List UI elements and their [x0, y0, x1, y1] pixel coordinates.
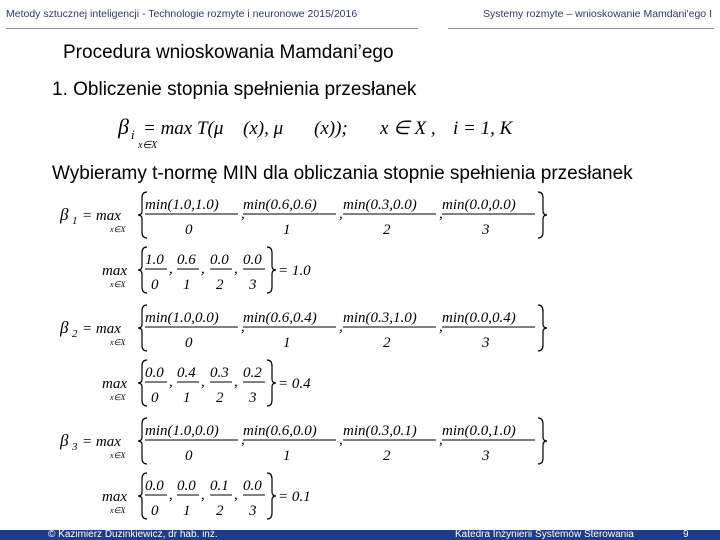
right-brace	[267, 360, 276, 406]
min-term: min(0.6,0.4)	[243, 310, 317, 326]
denominator: 3	[249, 277, 257, 293]
min-term: min(1.0,1.0)	[145, 197, 219, 213]
beta-max: = max	[82, 321, 121, 337]
denominator: 2	[216, 277, 224, 293]
comma: ,	[439, 432, 443, 448]
right-brace	[538, 418, 547, 464]
denominator: 3	[482, 335, 490, 351]
comma: ,	[201, 487, 205, 503]
max-subscript: x∈X	[110, 451, 126, 460]
denominator: 0	[185, 335, 193, 351]
max-subscript: x∈X	[110, 506, 126, 515]
formula-body: = max T(μ	[143, 118, 224, 139]
denominator: 3	[249, 390, 257, 406]
max-subscript: x∈X	[110, 225, 126, 234]
general-formula	[118, 112, 538, 152]
comma: ,	[169, 261, 173, 277]
min-term: min(0.6,0.6)	[243, 197, 317, 213]
denominator: 2	[216, 503, 224, 519]
denominator: 0	[151, 390, 159, 406]
comma: ,	[234, 487, 238, 503]
comma: ,	[241, 432, 245, 448]
comma: ,	[234, 374, 238, 390]
comma: ,	[201, 261, 205, 277]
denominator: 1	[283, 448, 291, 464]
beta-symbol: β	[60, 205, 69, 224]
min-term: min(1.0,0.0)	[145, 423, 219, 439]
page-number: 9	[683, 529, 689, 540]
value-term: 0.0	[177, 478, 196, 494]
value-term: 0.0	[210, 252, 229, 268]
min-term: min(0.0,0.4)	[442, 310, 516, 326]
formula-cond: x ∈ X ,	[380, 118, 436, 139]
footer-author: © Kazimierz Duzinkiewicz, dr hab. inż.	[48, 529, 218, 540]
beta-computations	[60, 190, 580, 520]
value-term: 1.0	[145, 252, 164, 268]
denominator: 0	[151, 503, 159, 519]
max-subscript: x∈X	[110, 280, 126, 289]
denominator: 3	[482, 222, 490, 238]
comma: ,	[241, 319, 245, 335]
header-left-text: Metody sztucznej inteligencji - Technologie rozmyte i neuronowe 2015/2016	[6, 8, 358, 20]
beta-subscript: 3	[72, 441, 78, 453]
value-term: 0.3	[210, 365, 229, 381]
comma: ,	[241, 206, 245, 222]
denominator: 0	[185, 448, 193, 464]
header-divider-left	[6, 28, 418, 29]
min-term: min(0.0,1.0)	[442, 423, 516, 439]
denominator: 3	[482, 448, 490, 464]
value-term: 0.2	[243, 365, 262, 381]
beta-max: = max	[82, 208, 121, 224]
slide-title: Procedura wnioskowania Mamdani’ego	[63, 42, 394, 63]
comma: ,	[234, 261, 238, 277]
beta-result: = 0.4	[278, 376, 311, 392]
max-subscript: x∈X	[110, 393, 126, 402]
denominator: 1	[183, 277, 191, 293]
comma: ,	[439, 206, 443, 222]
slide-header	[0, 0, 720, 32]
header-divider-right	[448, 28, 714, 29]
beta-result: = 1.0	[278, 263, 311, 279]
denominator: 1	[183, 390, 191, 406]
denominator: 1	[283, 335, 291, 351]
min-term: min(0.6,0.0)	[243, 423, 317, 439]
value-term: 0.0	[243, 252, 262, 268]
formula-range: i = 1, K	[453, 118, 513, 139]
denominator: 2	[383, 448, 391, 464]
comma: ,	[169, 487, 173, 503]
t-norm-note: Wybieramy t-normę MIN dla obliczania stopnie spełnienia przesłanek	[52, 163, 633, 184]
value-term: 0.1	[210, 478, 229, 494]
value-term: 0.0	[243, 478, 262, 494]
step-heading: 1. Obliczenie stopnia spełnienia przesłanek	[52, 79, 417, 100]
denominator: 2	[216, 390, 224, 406]
comma: ,	[201, 374, 205, 390]
beta-subscript: 2	[72, 328, 78, 340]
min-term: min(0.0,0.0)	[442, 197, 516, 213]
max-label: max	[102, 376, 127, 392]
comma: ,	[169, 374, 173, 390]
beta-subscript: 1	[72, 215, 78, 227]
formula-beta: β	[118, 114, 129, 139]
min-term: min(0.3,1.0)	[343, 310, 417, 326]
formula-mid: (x), μ	[243, 118, 284, 139]
denominator: 0	[151, 277, 159, 293]
right-brace	[538, 305, 547, 351]
denominator: 1	[283, 222, 291, 238]
beta-result: = 0.1	[278, 489, 311, 505]
value-term: 0.6	[177, 252, 196, 268]
comma: ,	[339, 206, 343, 222]
max-subscript: x∈X	[110, 338, 126, 347]
right-brace	[538, 192, 547, 238]
denominator: 1	[183, 503, 191, 519]
beta-symbol: β	[60, 431, 69, 450]
comma: ,	[339, 432, 343, 448]
formula-end: (x));	[314, 118, 348, 139]
value-term: 0.0	[145, 478, 164, 494]
denominator: 2	[383, 335, 391, 351]
header-right-text: Systemy rozmyte – wnioskowanie Mamdani'ego I	[482, 8, 712, 20]
formula-beta-sub: i	[131, 127, 135, 142]
min-term: min(1.0,0.0)	[145, 310, 219, 326]
denominator: 2	[383, 222, 391, 238]
value-term: 0.0	[145, 365, 164, 381]
comma: ,	[439, 319, 443, 335]
beta-max: = max	[82, 434, 121, 450]
formula-max-sub: x∈X	[138, 140, 158, 151]
right-brace	[267, 247, 276, 293]
footer-department: Katedra Inżynierii Systemów Sterowania	[455, 529, 634, 540]
denominator: 3	[249, 503, 257, 519]
max-label: max	[102, 263, 127, 279]
min-term: min(0.3,0.1)	[343, 423, 417, 439]
max-label: max	[102, 489, 127, 505]
denominator: 0	[185, 222, 193, 238]
comma: ,	[339, 319, 343, 335]
right-brace	[267, 473, 276, 519]
beta-symbol: β	[60, 318, 69, 337]
value-term: 0.4	[177, 365, 196, 381]
min-term: min(0.3,0.0)	[343, 197, 417, 213]
